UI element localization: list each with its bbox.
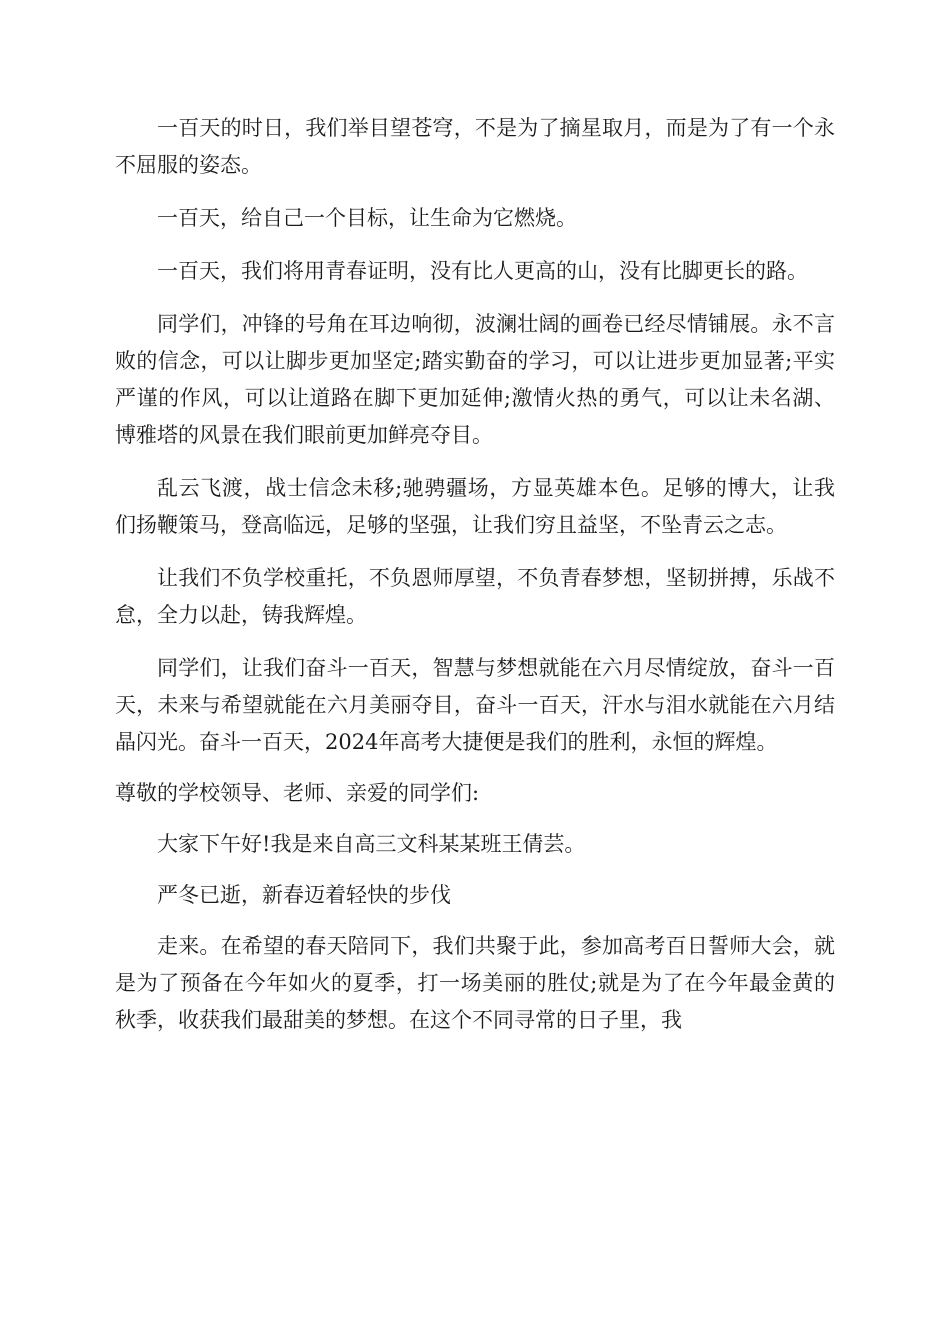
- paragraph-4: 同学们，冲锋的号角在耳边响彻，波澜壮阔的画卷已经尽情铺展。永不言败的信念，可以让脚步更加坚定;踏实勤奋的学习，可以让进步更加显著;平实严谨的作风，可以让道路在脚下更加延伸;激情火热的勇气，可以让未名湖、博雅塔的风景在我们眼前更加鲜亮夺目。: [115, 312, 835, 447]
- paragraph-5: 乱云飞渡，战士信念未移;驰骋疆场，方显英雄本色。足够的博大，让我们扬鞭策马，登高临远，足够的坚强，让我们穷且益坚，不坠青云之志。: [115, 476, 835, 537]
- document-body: [115, 110, 835, 1055]
- paragraph-continued: 走来。在希望的春天陪同下，我们共聚于此，参加高考百日誓师大会，就是为了预备在今年如火的夏季，打一场美丽的胜仗;就是为了在今年最金黄的秋季，收获我们最甜美的梦想。在这个不同寻常的日子里，我: [115, 934, 835, 1032]
- greeting: 大家下午好!我是来自高三文科某某班王倩芸。: [157, 832, 586, 856]
- paragraph-2: 一百天，给自己一个目标，让生命为它燃烧。: [157, 206, 577, 230]
- paragraph-6: 让我们不负学校重托，不负恩师厚望，不负青春梦想，坚韧拼搏，乐战不怠，全力以赴，铸我辉煌。: [115, 566, 835, 627]
- paragraph-1: 一百天的时日，我们举目望苍穹，不是为了摘星取月，而是为了有一个永不屈服的姿态。: [115, 116, 835, 177]
- paragraph-3: 一百天，我们将用青春证明，没有比人更高的山，没有比脚更长的路。: [157, 259, 808, 283]
- paragraph-7: 同学们，让我们奋斗一百天，智慧与梦想就能在六月尽情绽放，奋斗一百天，未来与希望就能在六月美丽夺目，奋斗一百天，汗水与泪水就能在六月结晶闪光。奋斗一百天，2024年高考大捷便是我们的胜利，永恒的辉煌。: [115, 656, 835, 754]
- paragraph-season: 严冬已逝，新春迈着轻快的步伐: [157, 883, 451, 907]
- salutation: 尊敬的学校领导、老师、亲爱的同学们:: [115, 781, 480, 805]
